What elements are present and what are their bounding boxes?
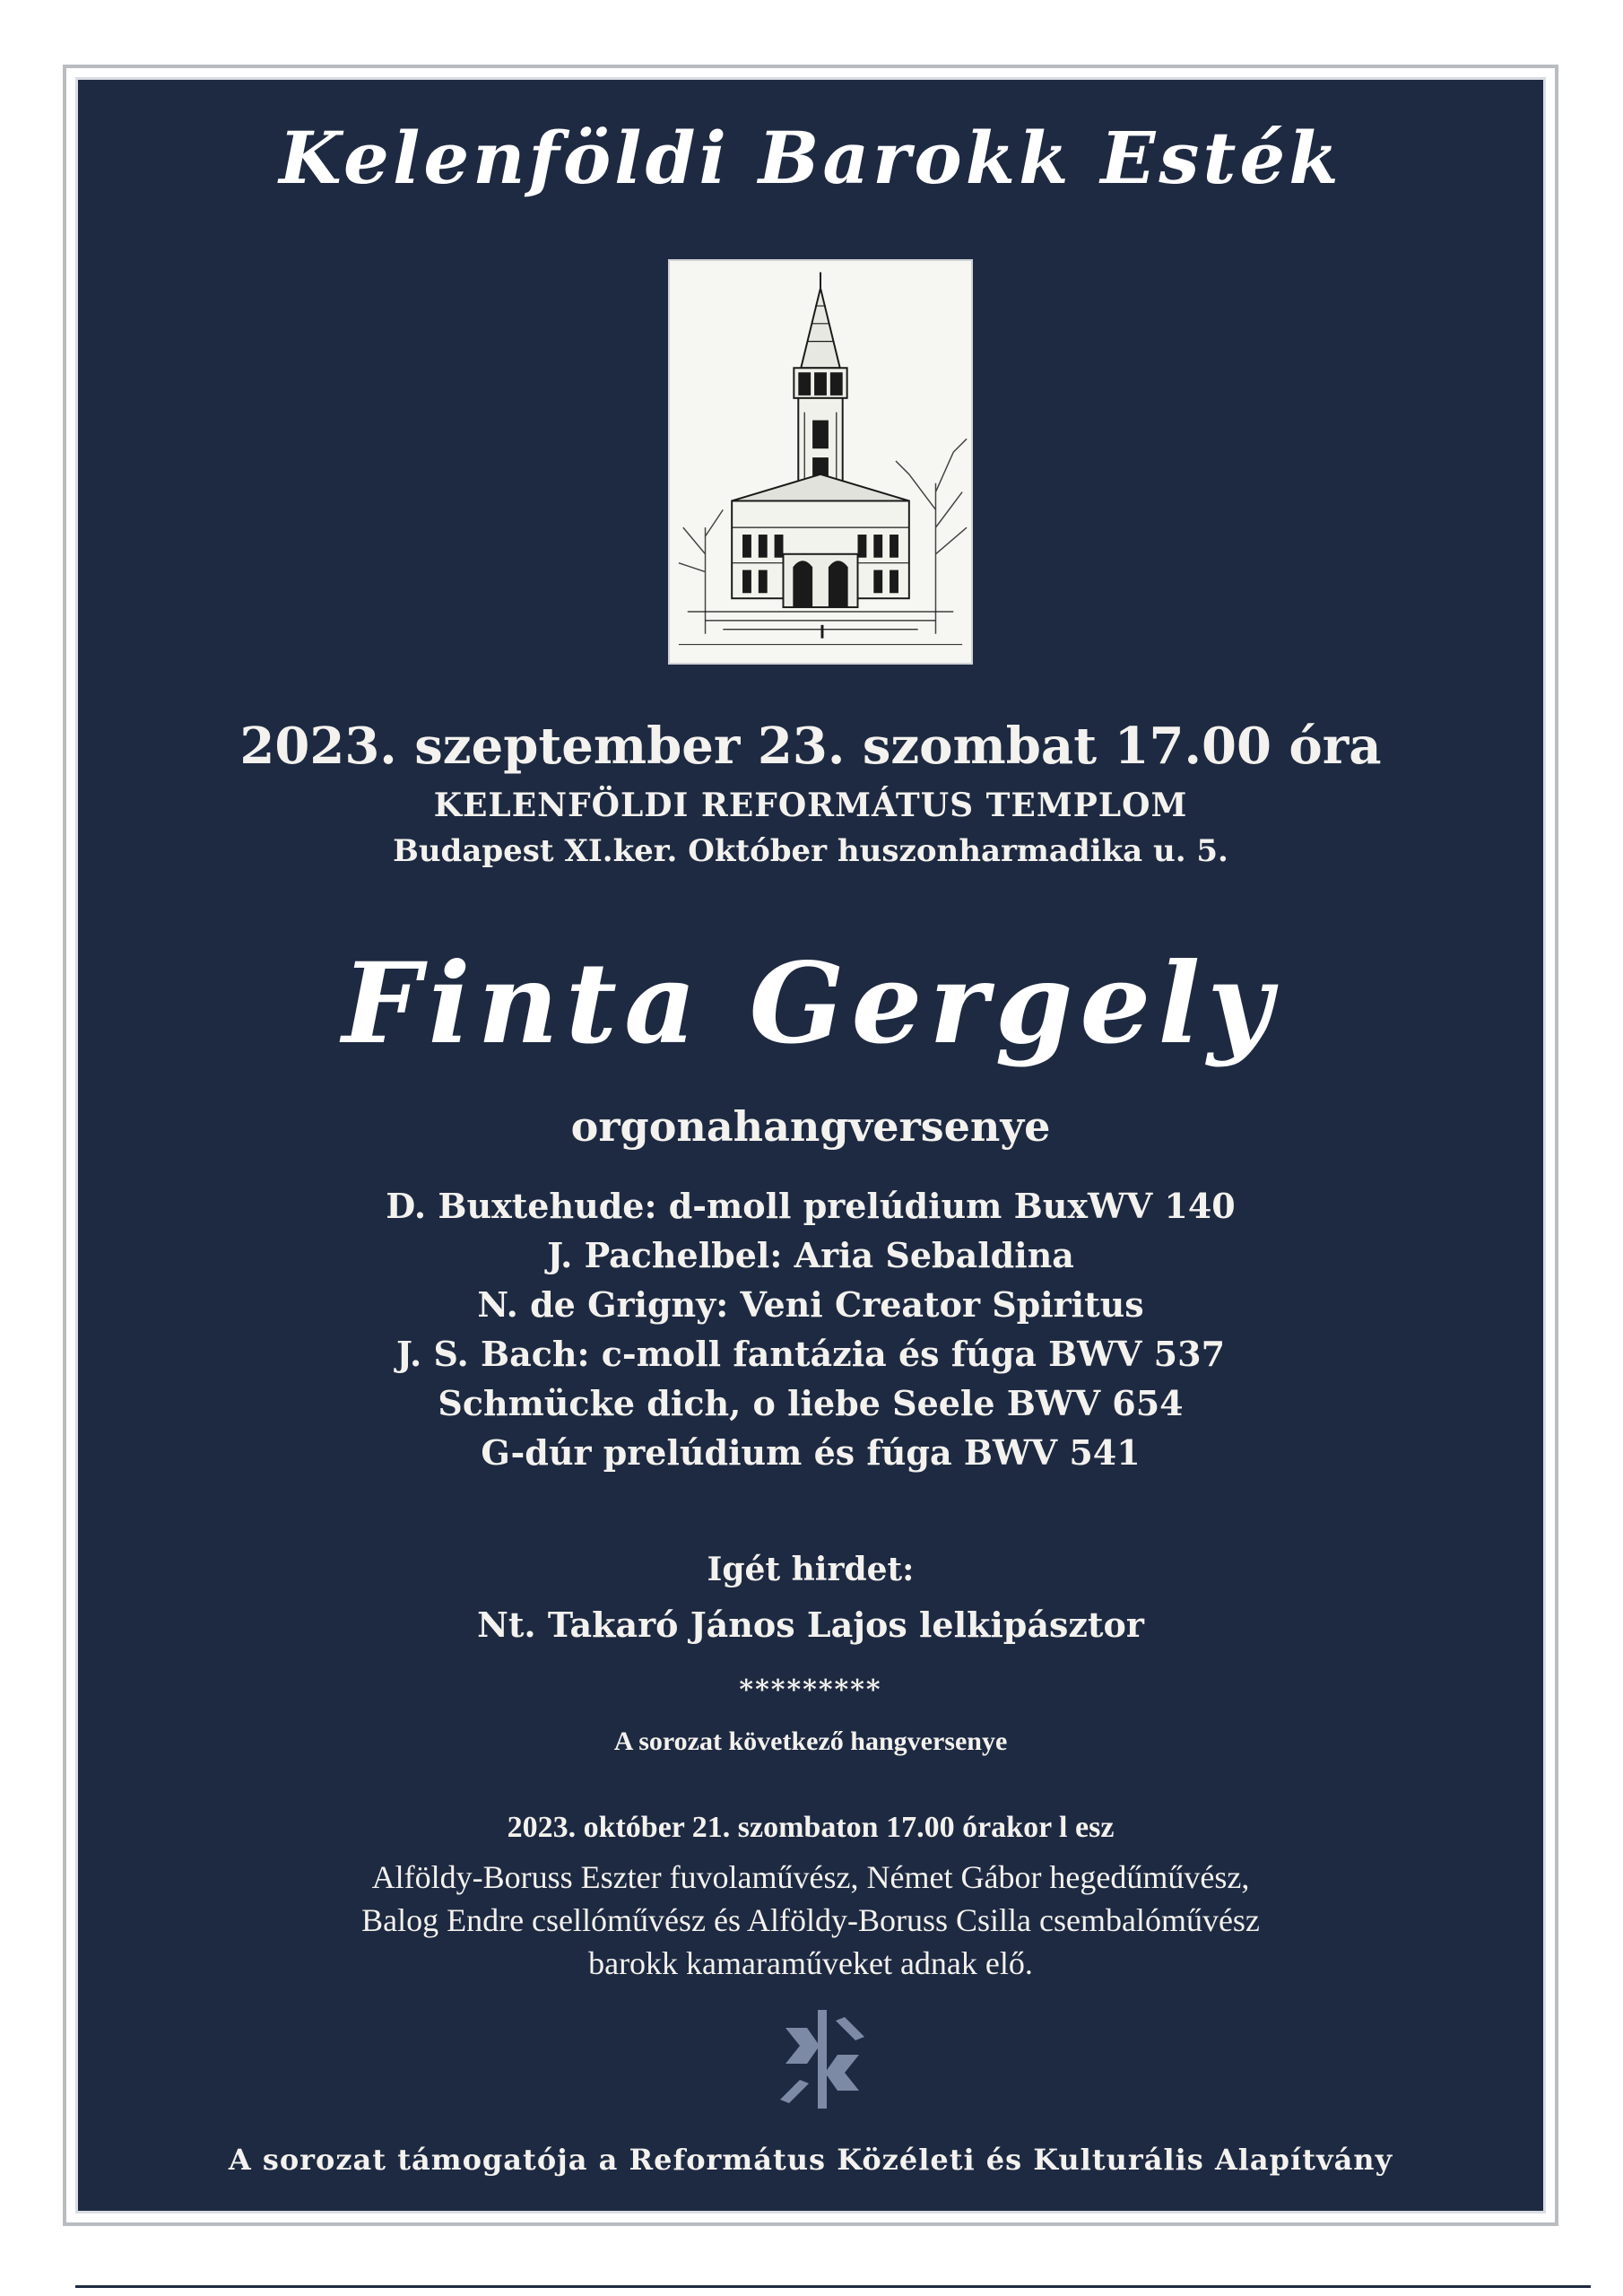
venue-name: KELENFÖLDI REFORMÁTUS TEMPLOM [433,787,1188,824]
description-line: barokk kamaraműveket adnak elő. [588,1945,1033,1981]
venue-address: Budapest XI.ker. Október huszonharmadika u. 5. [393,833,1228,869]
performer-name: Finta Gergely [342,939,1280,1069]
concert-date: 2023. szeptember 23. szombat 17.00 óra [239,717,1382,776]
program-item: Schmücke dich, o liebe Seele BWV 654 [438,1383,1184,1423]
next-concert-heading: A sorozat következő hangversenye [613,1726,1008,1756]
program-item: J. S. Bach: c-moll fantázia és fúga BWV 537 [395,1334,1226,1374]
reformed-emblem-icon [773,2010,872,2109]
separator: ********* [739,1674,882,1706]
sermon-label: Igét hirdet: [707,1551,915,1588]
next-concert-date: 2023. október 21. szombaton 17.00 órakor l esz [507,1811,1115,1844]
program-item: D. Buxtehude: d-moll prelúdium BuxWV 140 [386,1186,1236,1226]
church-illustration [668,259,973,665]
concert-type: orgonahangversenye [570,1102,1051,1151]
sponsor-line: A sorozat támogatója a Református Közéleti és Kulturális Alapítvány [228,2143,1393,2177]
next-concert-description [78,1856,1543,1985]
series-title: Kelenföldi Barokk Esték [279,116,1342,200]
description-line: Balog Endre csellóművész és Alföldy-Boruss Csilla csembalóművész [361,1902,1260,1938]
description-line: Alföldy-Boruss Eszter fuvolaművész, Német Gábor hegedűművész, [371,1859,1250,1895]
concert-poster [75,77,1546,2213]
bottom-rule [75,2285,1591,2288]
preacher-name: Nt. Takaró János Lajos lelkipásztor [477,1605,1144,1645]
program-item: J. Pachelbel: Aria Sebaldina [547,1235,1074,1275]
program-list [78,1181,1543,1477]
program-item: G-dúr prelúdium és fúga BWV 541 [481,1432,1141,1473]
program-item: N. de Grigny: Veni Creator Spiritus [477,1284,1144,1325]
